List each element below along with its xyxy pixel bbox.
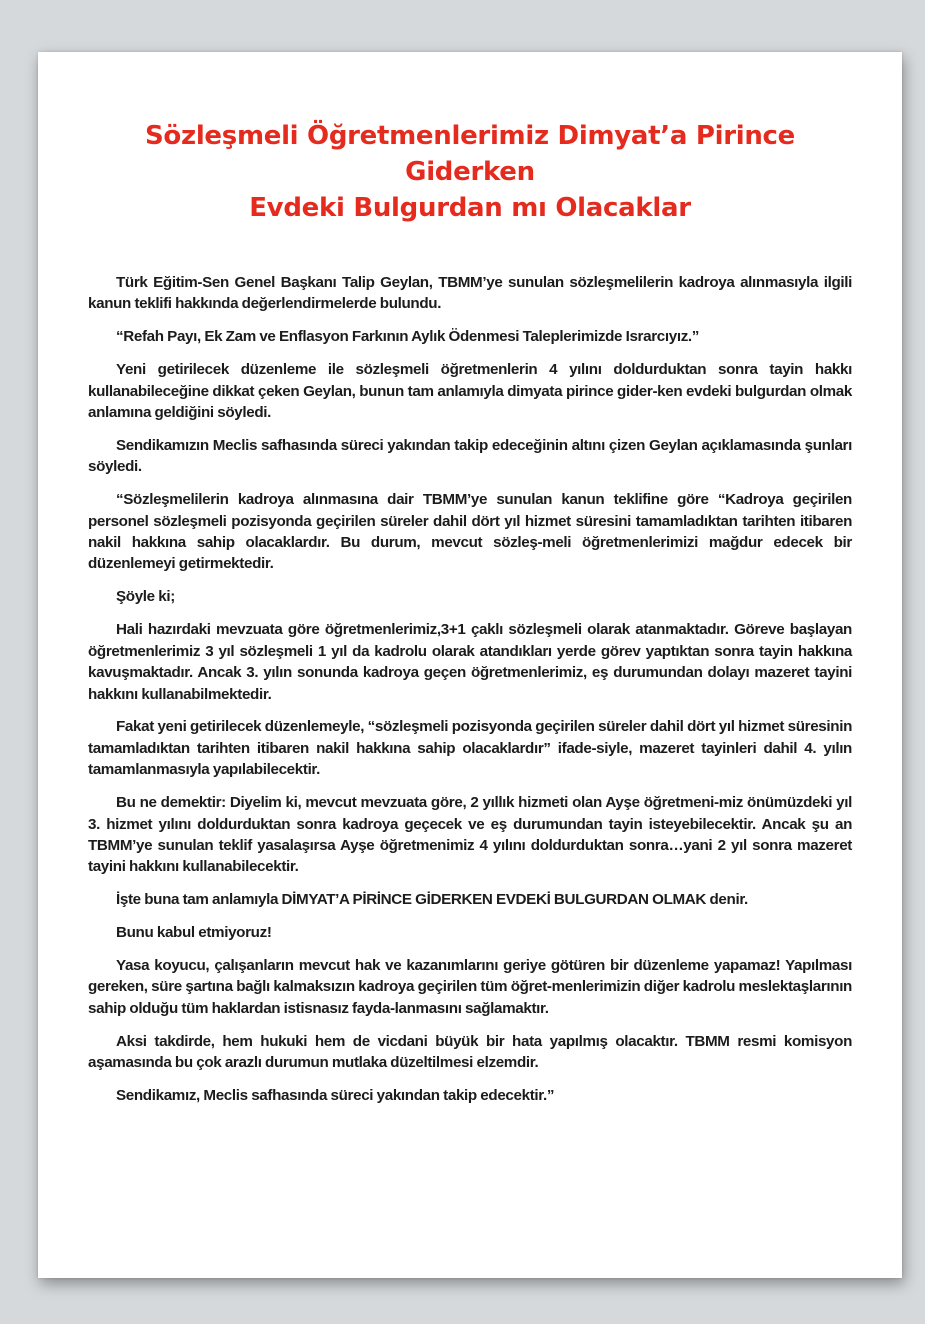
- paragraph: Aksi takdirde, hem hukuki hem de vicdani büyük bir hata yapılmış olacaktır. TBMM resmi komisyon aşamasında bu çok arazlı durumun mutlaka düzeltilmesi elzemdir.: [88, 1032, 852, 1072]
- paragraph: Yasa koyucu, çalışanların mevcut hak ve kazanımlarını geriye götüren bir düzenleme yapamaz! Yapılması gereken, süre şartına bağlı kalmaksızın kadroya geçirilen tüm öğret-menlerimizin diğer kadrolu meslektaşlarının sahip olduğu tüm haklardan istisnasız fayda-lanmasını sağlamaktır.: [88, 957, 852, 1017]
- paragraph: İşte buna tam anlamıyla DİMYAT’A PİRİNCE GİDERKEN EVDEKİ BULGURDAN OLMAK denir.: [116, 891, 748, 909]
- paragraph: Bu ne demektir: Diyelim ki, mevcut mevzuata göre, 2 yıllık hizmeti olan Ayşe öğretmeni-miz önümüzdeki yıl 3. hizmet yılını doldurduktan sonra kadroya geçecek ve eş durumundan tayin isteyebilecektir. Ancak şu an TBMM’ye sunulan teklif yasalaşırsa Ayşe öğretmenimiz 4 yılını doldurduktan sonra…yani 2 yıl sonra mazeret tayini hakkını kullanabilecektir.: [88, 794, 852, 876]
- paragraph: Sendikamızın Meclis safhasında süreci yakından takip edeceğinin altını çizen Geylan açıklamasında şunları söyledi.: [88, 436, 852, 476]
- document-body: [88, 272, 852, 1107]
- paragraph: Yeni getirilecek düzenleme ile sözleşmeli öğretmenlerin 4 yılını doldurduktan sonra tayin hakkı kullanabileceğine dikkat çeken Geylan, bunun tam anlamıyla dimyata pirince gider-ken evdeki bulgurdan olmak anlamına geldiğini söyledi.: [88, 361, 852, 422]
- paragraph: Şöyle ki;: [116, 588, 175, 606]
- paragraph-quote-headline: “Refah Payı, Ek Zam ve Enflasyon Farkının Aylık Ödenmesi Taleplerimizde Israrcıyız.”: [116, 328, 700, 346]
- title-line-2: Evdeki Bulgurdan mı Olacaklar: [249, 193, 691, 223]
- paragraph-closing: Sendikamız, Meclis safhasında süreci yakından takip edecektir.”: [116, 1087, 555, 1105]
- paragraph: “Sözleşmelilerin kadroya alınmasına dair TBMM’ye sunulan kanun teklifine göre “Kadroya geçirilen personel sözleşmeli pozisyonda geçirilen süreler dahil dört yıl hizmet süresini tamamladıktan tarihten itibaren nakil hakkına sahip olacaklardır. Bu durum, mevcut sözleş-meli öğretmenlerimizi mağdur edecek bir düzenlemeyi getirmektedir.: [88, 491, 852, 573]
- paragraph-intro: Türk Eğitim-Sen Genel Başkanı Talip Geylan, TBMM’ye sunulan sözleşmelilerin kadroya alınmasıyla ilgili kanun teklifi hakkında değerlendirmelerde bulundu.: [88, 274, 852, 313]
- document-page: [38, 52, 902, 1278]
- document-title: [88, 118, 852, 226]
- paragraph: Hali hazırdaki mevzuata göre öğretmenlerimiz,3+1 çaklı sözleşmeli olarak atanmaktadır. Göreve başlayan öğretmenlerimiz 3 yıl sözleşmeli 1 yıl da kadrolu olarak atandıkları yerde görev yaptıktan sonra tayin hakkına kavuşmaktadır. Ancak 3. yılın sonunda kadroya geçen öğretmenlerimiz, eş durumundan dolayı mazeret tayini hakkını kullanabilmektedir.: [88, 621, 852, 703]
- paragraph: Bunu kabul etmiyoruz!: [116, 924, 272, 942]
- paragraph: Fakat yeni getirilecek düzenlemeyle, “sözleşmeli pozisyonda geçirilen süreler dahil dört yıl hizmet süresinin tamamladıktan tarihten itibaren nakil hakkına sahip olacaklardır” ifade-siyle, mazeret tayinleri dahil 4. yılın tamamlanmasıyla yapılabilecektir.: [88, 718, 852, 779]
- title-line-1: Sözleşmeli Öğretmenlerimiz Dimyat’a Pirince Giderken: [145, 121, 795, 187]
